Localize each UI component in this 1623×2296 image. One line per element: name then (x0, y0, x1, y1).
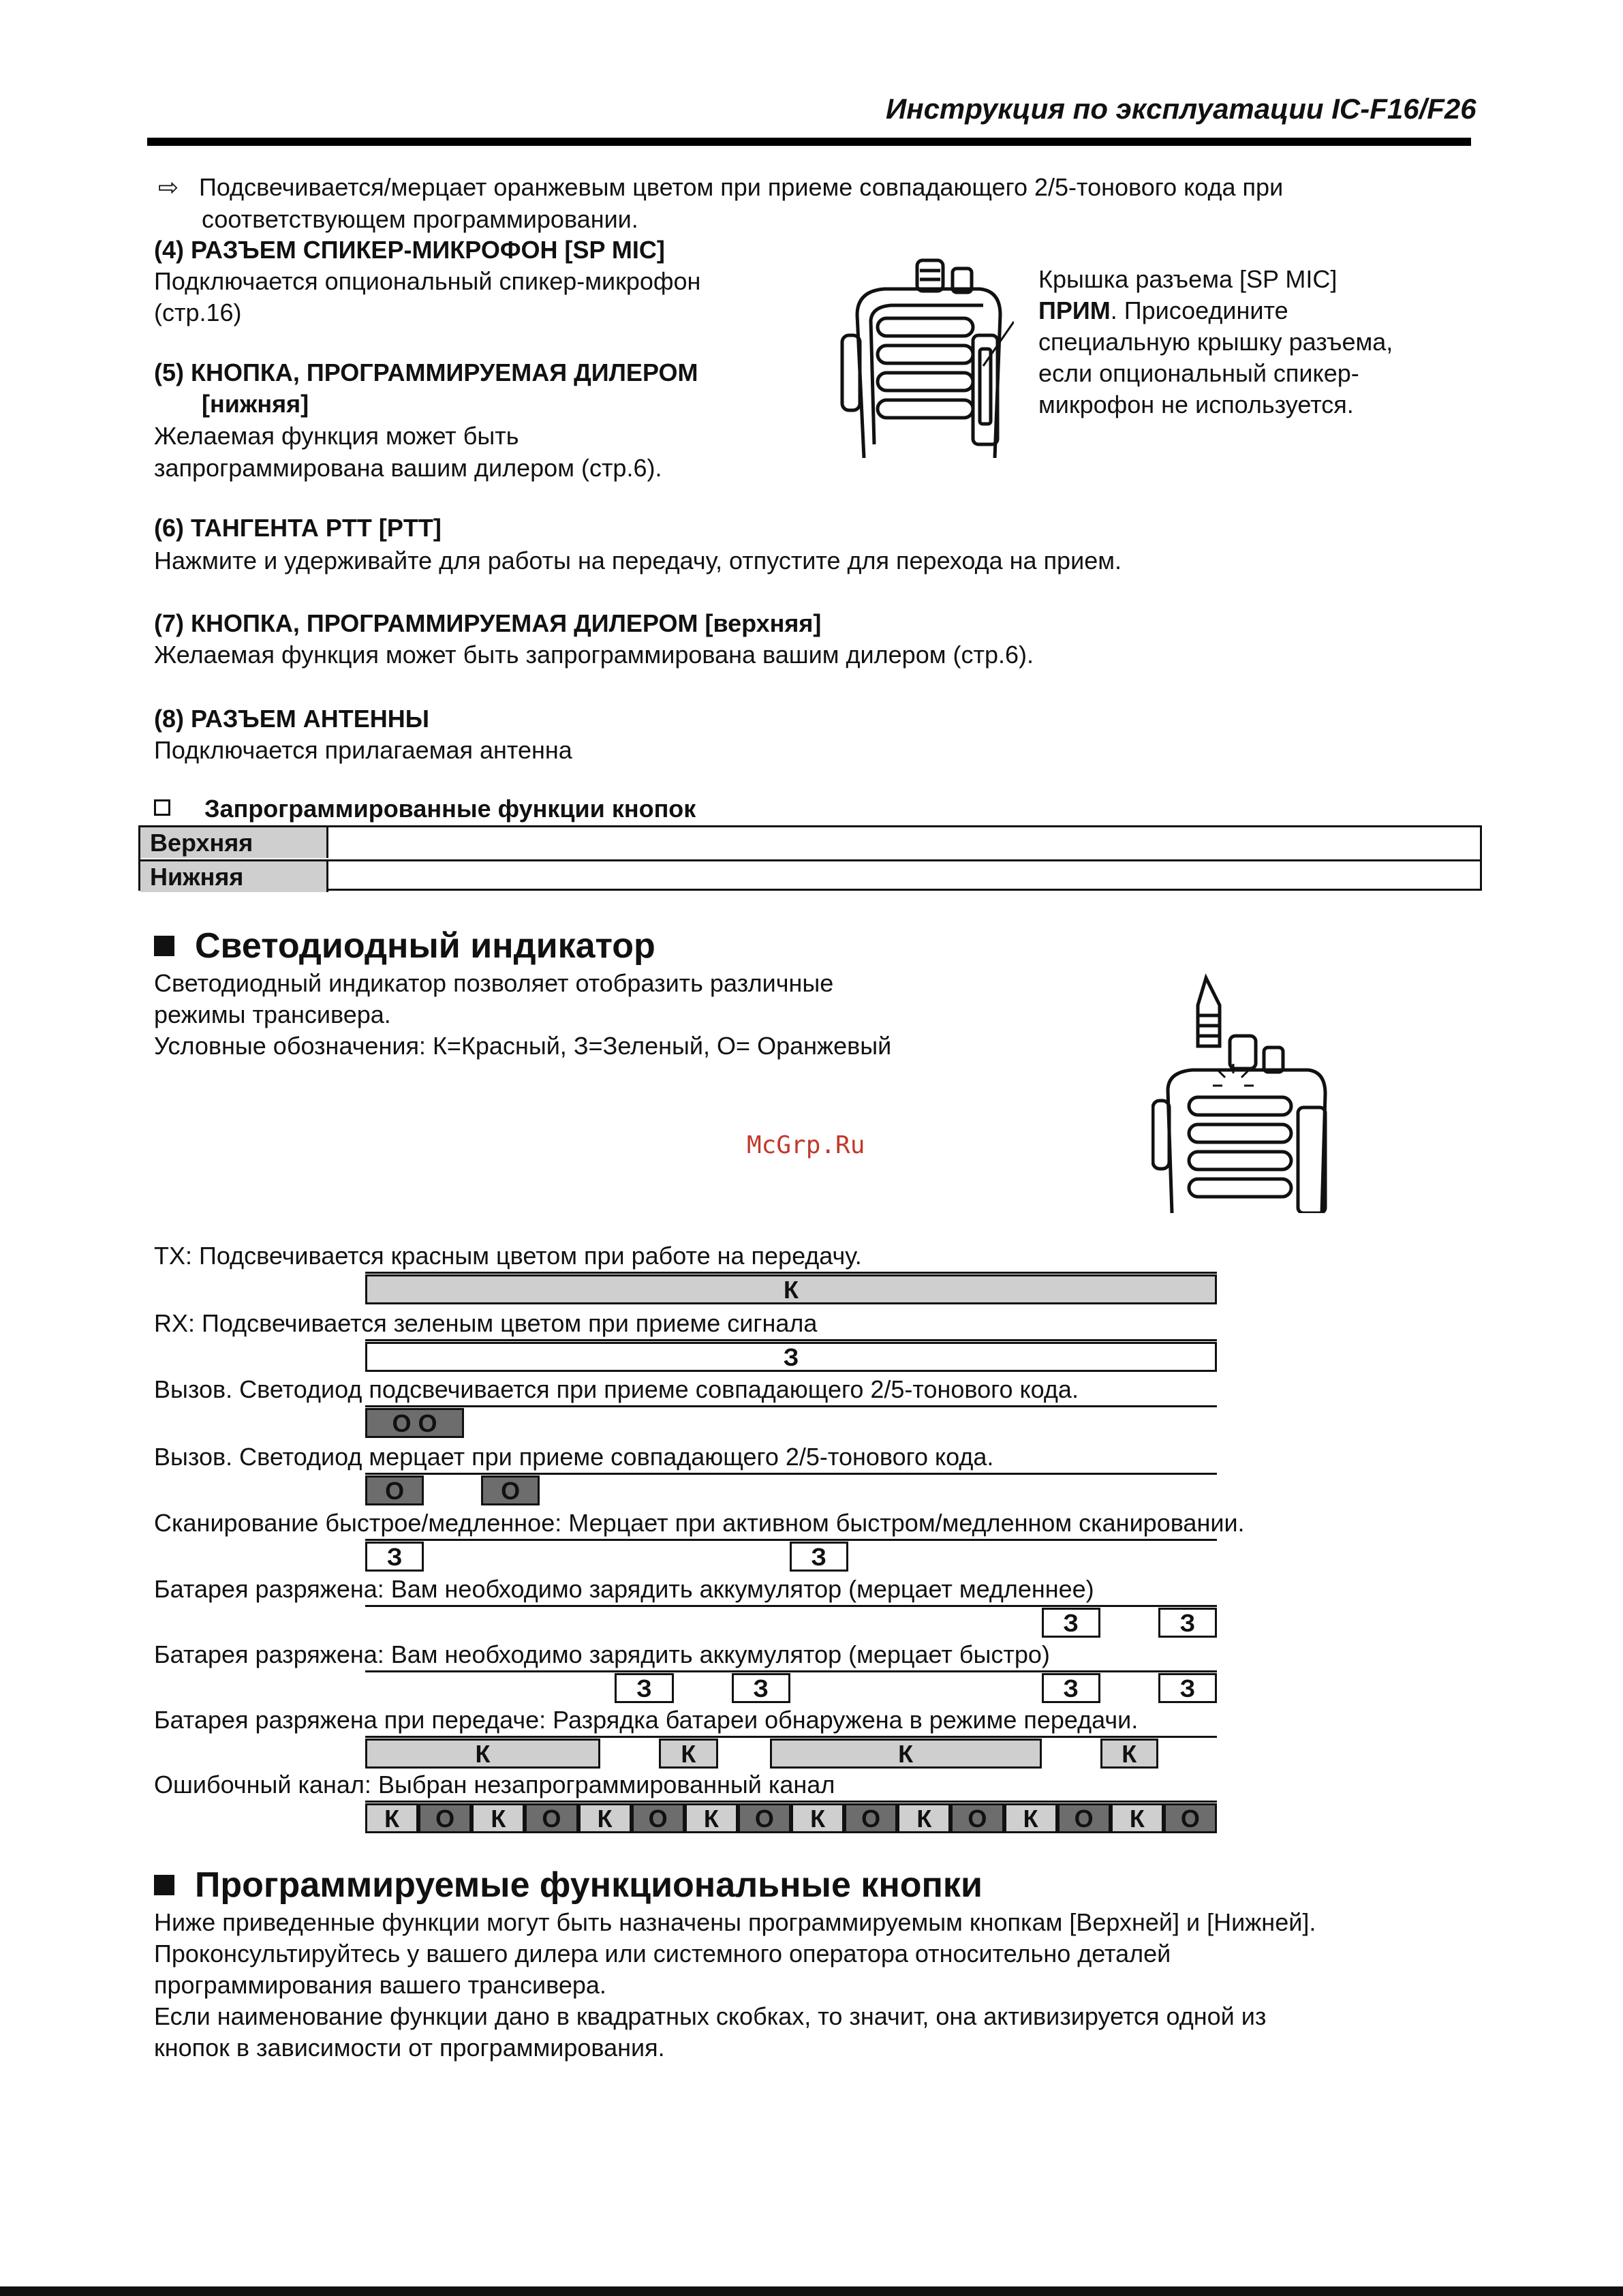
led-timeline-line (365, 1736, 1217, 1738)
led-segment-green: З (365, 1542, 424, 1572)
radio-top-illustration (1151, 971, 1335, 1213)
section-6-line-1: Нажмите и удерживайте для работы на передачу, отпустите для перехода на прием. (154, 547, 1122, 575)
led-pattern-label: Ошибочный канал: Выбран незапрограммированный канал (154, 1771, 835, 1798)
led-segment-red: К (472, 1803, 525, 1833)
led-segment-orange: О (481, 1475, 540, 1505)
callout-line-1: Крышка разъема [SP MIC] (1038, 265, 1338, 293)
bottom-edge-bar (0, 2286, 1623, 2296)
section-5-line-2: запрограммирована вашим дилером (стр.6). (154, 454, 662, 482)
section-7-line-1: Желаемая функция может быть запрограммирована вашим дилером (стр.6). (154, 641, 1034, 669)
led-segment-orange: О О (365, 1408, 464, 1438)
table-row-upper (140, 827, 1480, 858)
header-rule (147, 138, 1471, 146)
section-4-line-1: Подключается опциональный спикер-микрофон (154, 267, 701, 295)
led-segment-red: К (1111, 1803, 1164, 1833)
led-timeline-line (365, 1272, 1217, 1274)
led-segment-orange: О (1164, 1803, 1217, 1833)
callout-line-2: ПРИМ. Присоедините (1038, 296, 1288, 324)
led-segment-red: К (365, 1274, 1217, 1304)
led-segment-red: К (578, 1803, 632, 1833)
arrow-right-icon: ⇨ (158, 173, 179, 201)
section-5-heading-2: [нижняя] (202, 390, 309, 418)
led-pattern-label: Сканирование быстрое/медленное: Мерцает при активном быстром/медленном сканировании. (154, 1509, 1245, 1537)
section-7-heading: (7) КНОПКА, ПРОГРАММИРУЕМАЯ ДИЛЕРОМ [верхняя] (154, 609, 822, 637)
led-segment-green: З (615, 1673, 673, 1703)
page-header-title: Инструкция по эксплуатации IC-F16/F26 (886, 93, 1477, 125)
led-timeline-line (365, 1539, 1217, 1541)
square-bullet-icon (154, 1875, 174, 1895)
led-timeline-line (365, 1339, 1217, 1341)
led-intro-line-2: режимы трансивера. (154, 1000, 391, 1028)
section-4-line-2: (стр.16) (154, 299, 242, 326)
led-segment-red: К (365, 1739, 600, 1769)
led-segment-orange: О (844, 1803, 897, 1833)
led-timeline-line (365, 1670, 1217, 1672)
led-segment-orange: О (365, 1475, 424, 1505)
led-segment-red: К (770, 1739, 1042, 1769)
led-segment-green: З (1042, 1673, 1100, 1703)
led-pattern-label: Батарея разряжена: Вам необходимо зарядить аккумулятор (мерцает медленнее) (154, 1575, 1094, 1603)
led-pattern-label: Вызов. Светодиод мерцает при приеме совпадающего 2/5-тонового кода. (154, 1443, 994, 1471)
table-row-lower (140, 859, 1480, 892)
section-5-heading-1: (5) КНОПКА, ПРОГРАММИРУЕМАЯ ДИЛЕРОМ (154, 358, 698, 386)
section-8-line-1: Подключается прилагаемая антенна (154, 736, 572, 764)
table-label-upper: Верхняя (140, 827, 328, 858)
pfk-line-1: Ниже приведенные функции могут быть назначены программируемым кнопкам [Верхней] и [Нижней]. (154, 1908, 1316, 1936)
led-segment-green: З (1158, 1673, 1217, 1703)
led-segment-orange: О (738, 1803, 791, 1833)
section-6-heading: (6) ТАНГЕНТА PTT [PTT] (154, 514, 442, 542)
led-timeline-line (365, 1801, 1217, 1803)
pfk-section-heading: Программируемые функциональные кнопки (154, 1865, 983, 1905)
square-bullet-icon (154, 936, 174, 956)
led-segment-orange: О (632, 1803, 685, 1833)
led-pattern-label: RX: Подсвечивается зеленым цветом при приеме сигнала (154, 1309, 818, 1337)
led-timeline-line (365, 1473, 1217, 1475)
checkbox-bullet-icon (154, 799, 170, 816)
led-section-heading: Светодиодный индикатор (154, 925, 655, 966)
led-segment-red: К (897, 1803, 950, 1833)
intro-line-1: ⇨ Подсвечивается/мерцает оранжевым цветом при приеме совпадающего 2/5-тонового кода при (158, 172, 1283, 203)
table-label-lower: Нижняя (140, 861, 328, 892)
pfk-line-5: кнопок в зависимости от программирования. (154, 2034, 665, 2062)
section-5-line-1: Желаемая функция может быть (154, 422, 519, 450)
callout-line-5: микрофон не используется. (1038, 391, 1354, 418)
led-timeline-line (365, 1405, 1217, 1407)
led-intro-line-1: Светодиодный индикатор позволяет отобразить различные (154, 969, 834, 997)
led-segment-green: З (790, 1542, 848, 1572)
led-segment-red: К (365, 1803, 418, 1833)
led-segment-red: К (685, 1803, 738, 1833)
watermark-text: McGrp.Ru (747, 1131, 865, 1159)
programmed-functions-title: Запрограммированные функции кнопок (154, 793, 696, 825)
radio-side-illustration (837, 240, 1014, 458)
led-segment-orange: О (950, 1803, 1004, 1833)
led-segment-green: З (1158, 1608, 1217, 1638)
callout-line-4: если опциональный спикер- (1038, 359, 1359, 387)
led-segment-orange: О (1057, 1803, 1111, 1833)
led-pattern-label: Батарея разряжена при передаче: Разрядка батареи обнаружена в режиме передачи. (154, 1706, 1139, 1734)
section-8-heading: (8) РАЗЪЕМ АНТЕННЫ (154, 705, 429, 733)
callout-line-3: специальную крышку разъема, (1038, 328, 1393, 356)
led-pattern-label: Батарея разряжена: Вам необходимо зарядить аккумулятор (мерцает быстро) (154, 1640, 1050, 1668)
programmed-functions-table (138, 825, 1482, 891)
led-segment-green: З (732, 1673, 790, 1703)
led-segment-red: К (1004, 1803, 1057, 1833)
pfk-line-3: программирования вашего трансивера. (154, 1971, 606, 1999)
led-segment-red: К (791, 1803, 844, 1833)
pfk-line-2: Проконсультируйтесь у вашего дилера или системного оператора относительно деталей (154, 1940, 1171, 1968)
pfk-line-4: Если наименование функции дано в квадратных скобках, то значит, она активизируется одной из (154, 2002, 1267, 2030)
led-pattern-label: TX: Подсвечивается красным цветом при работе на передачу. (154, 1242, 862, 1270)
led-legend-line: Условные обозначения: К=Красный, З=Зеленый, О= Оранжевый (154, 1032, 892, 1060)
led-segment-green: З (365, 1342, 1217, 1372)
led-timeline-line (365, 1605, 1217, 1607)
led-segment-red: К (1100, 1739, 1158, 1769)
section-4-heading: (4) РАЗЪЕМ СПИКЕР-МИКРОФОН [SP MIC] (154, 236, 665, 264)
led-segment-green: З (1042, 1608, 1100, 1638)
led-pattern-label: Вызов. Светодиод подсвечивается при приеме совпадающего 2/5-тонового кода. (154, 1375, 1079, 1403)
intro-line-2: соответствующем программировании. (202, 205, 638, 233)
led-segment-orange: О (418, 1803, 472, 1833)
led-segment-red: К (659, 1739, 717, 1769)
led-segment-orange: О (525, 1803, 578, 1833)
